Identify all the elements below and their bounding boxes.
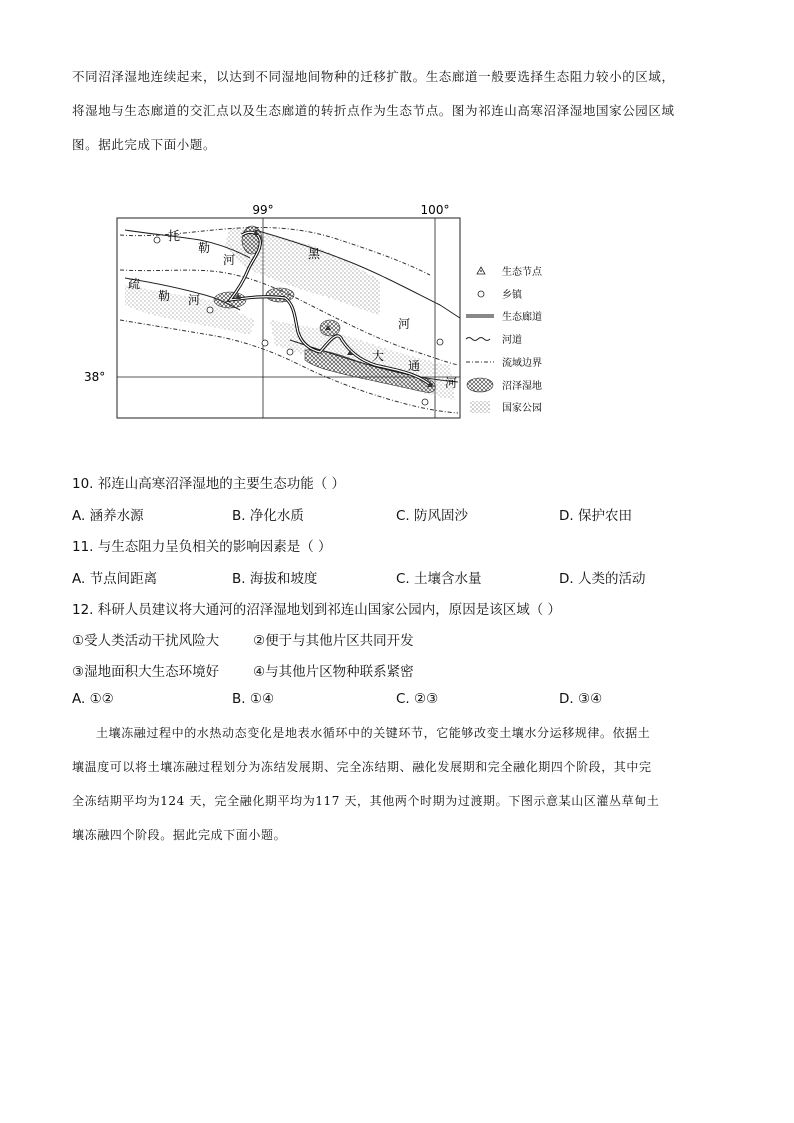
q12-statement-4: ④与其他片区物种联系紧密: [253, 664, 414, 680]
legend-town-label: 乡镇: [502, 290, 522, 301]
qilian-wetland-map: [80, 200, 580, 430]
q12-option-c[interactable]: C. ②③: [396, 691, 439, 707]
q11-option-c[interactable]: C. 土壤含水量: [396, 571, 482, 587]
question-12-stem: 12. 科研人员建议将大通河的沼泽湿地划到祁连山国家公园内，原因是该区域（ ）: [72, 602, 562, 618]
label-le2: 勒: [158, 289, 171, 303]
legend-river-icon: [466, 338, 490, 341]
q10-option-a[interactable]: A. 涵养水源: [72, 508, 144, 524]
intro-paragraph: [72, 60, 732, 162]
town-4: [287, 349, 293, 355]
q10-option-c[interactable]: C. 防风固沙: [396, 508, 469, 524]
town-2: [207, 307, 213, 313]
wetland-4: [320, 320, 340, 336]
label-tong: 通: [408, 359, 421, 373]
town-3: [262, 340, 268, 346]
label-he2: 河: [188, 293, 201, 307]
label-le1: 勒: [198, 241, 211, 255]
legend-node-label: 生态节点: [502, 267, 542, 278]
label-he4: 河: [445, 376, 458, 390]
q12-option-a[interactable]: A. ①②: [72, 691, 114, 707]
lat-label-38: 38°: [84, 370, 106, 384]
map-legend: [466, 265, 543, 414]
question-10-stem: 10. 祁连山高寒沼泽湿地的主要生态功能（ ）: [72, 476, 346, 492]
legend-river-label: 河道: [502, 335, 522, 346]
legend-town-icon: [478, 291, 484, 297]
q11-option-a[interactable]: A. 节点间距离: [72, 571, 158, 587]
legend-boundary-label: 流域边界: [502, 358, 542, 369]
label-he3: 河: [398, 317, 411, 331]
paragraph-2-line-3: 全冻结期平均为124 天，完全融化期平均为117 天，其他两个时期为过渡期。下图示意某山区灌丛草甸土: [72, 794, 660, 808]
wetland-3: [266, 288, 294, 302]
intro-line-2: 将湿地与生态廊道的交汇点以及生态廊道的转折点作为生态节点。图为祁连山高寒沼泽湿地国家公园区域: [72, 103, 675, 118]
label-hei: 黑: [308, 247, 321, 261]
legend-corridor-label: 生态廊道: [502, 312, 542, 323]
paragraph-2-line-2: 壤温度可以将土壤冻融过程划分为冻结发展期、完全冻结期、融化发展期和完全融化期四个阶段，其中完: [72, 760, 652, 774]
q12-statement-2: ②便于与其他片区共同开发: [253, 633, 414, 649]
q12-statement-3: ③湿地面积大生态环境好: [72, 664, 220, 680]
label-tuo: 托: [168, 229, 181, 243]
town-5: [437, 339, 443, 345]
intro-line-3: 图。据此完成下面小题。: [72, 137, 217, 152]
soil-freeze-thaw-paragraph: [72, 716, 732, 852]
label-he1: 河: [223, 253, 236, 267]
paragraph-2-line-1: 土壤冻融过程中的水热动态变化是地表水循环中的关键环节，它能够改变土壤水分运移规律。依据土: [96, 726, 651, 740]
lon-label-99: 99°: [252, 203, 274, 217]
town-1: [154, 237, 160, 243]
label-shu: 疏: [128, 277, 141, 291]
lon-label-100: 100°: [420, 203, 450, 217]
q12-statement-1: ①受人类活动干扰风险大: [72, 633, 220, 649]
q12-option-d[interactable]: D. ③④: [559, 691, 603, 707]
intro-line-1: 不同沼泽湿地连续起来，以达到不同湿地间物种的迁移扩散。生态廊道一般要选择生态阻力较小的区域，: [72, 69, 675, 84]
q10-option-b[interactable]: B. 净化水质: [232, 508, 304, 524]
q10-option-d[interactable]: D. 保护农田: [559, 508, 632, 524]
paragraph-2-line-4: 壤冻融四个阶段。据此完成下面小题。: [72, 828, 287, 842]
legend-park-icon: [470, 401, 490, 413]
q11-option-d[interactable]: D. 人类的活动: [559, 571, 646, 587]
q12-option-b[interactable]: B. ①④: [232, 691, 275, 707]
legend-wetland-icon: [467, 378, 493, 392]
question-11-stem: 11. 与生态阻力呈负相关的影响因素是（ ）: [72, 539, 332, 555]
legend-park-label: 国家公园: [502, 403, 542, 414]
legend-wetland-label: 沼泽湿地: [502, 381, 542, 392]
q11-option-b[interactable]: B. 海拔和坡度: [232, 571, 318, 587]
label-da: 大: [372, 349, 385, 363]
town-6: [422, 399, 428, 405]
